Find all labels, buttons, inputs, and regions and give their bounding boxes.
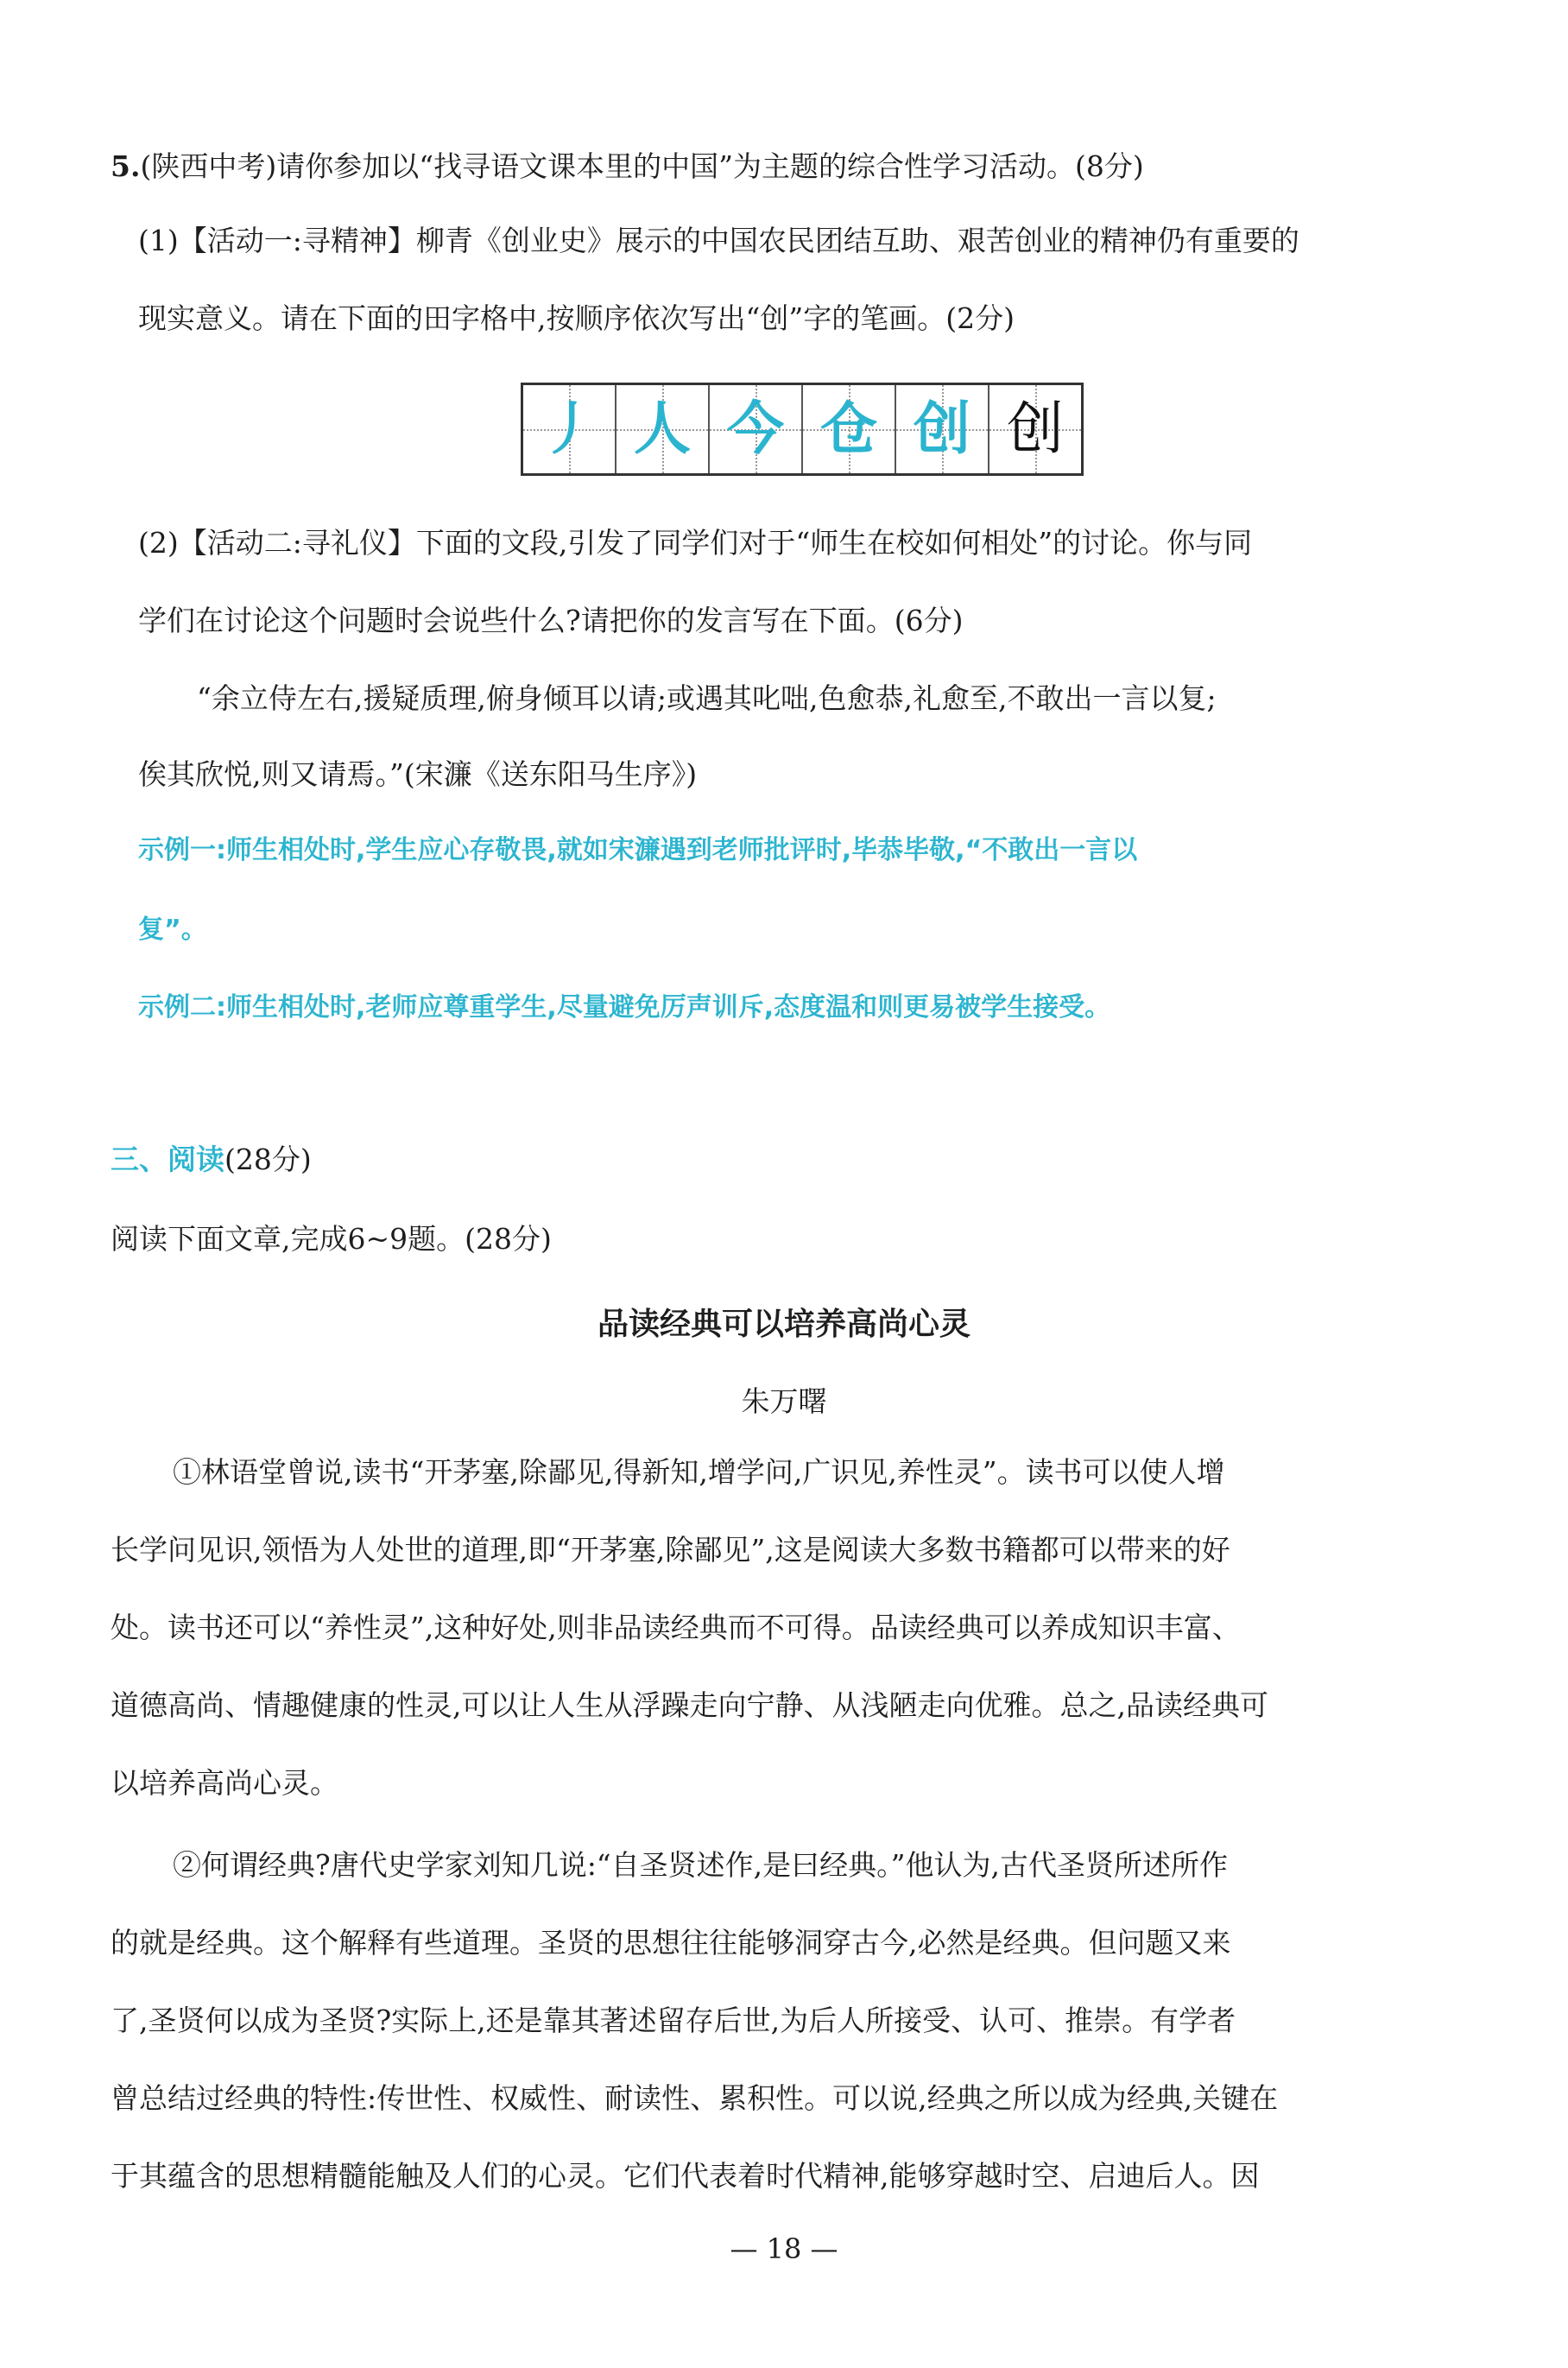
answer-example1-line1: 示例一:师生相处时,学生应心存敬畏,就如宋濂遇到老师批评时,毕恭毕敬,“不敢出一言以 [138,835,1138,865]
section-heading [111,1138,312,1181]
stroke-cell: 今 [710,385,803,473]
article-line: 以培养高尚心灵。 [111,1766,338,1800]
answer-example2: 示例二:师生相处时,老师应尊重学生,尽量避免厉声训斥,态度温和则更易被学生接受。 [138,992,1111,1023]
article-line: 道德高尚、情趣健康的性灵,可以让人生从浮躁走向宁静、从浅陋走向优雅。总之,品读经典可 [111,1688,1268,1722]
stroke-cell-final: 创 [989,385,1081,473]
article-title: 品读经典可以培养高尚心灵 [597,1307,971,1342]
part2-line2: 学们在讨论这个问题时会说些什么?请把你的发言写在下面。(6分) [138,604,964,637]
stroke-grid [521,383,1084,476]
stroke-cell: 仓 [803,385,896,473]
article-line: 了,圣贤何以成为圣贤?实际上,还是靠其著述留存后世,为后人所接受、认可、推崇。有学者 [111,2004,1236,2037]
section-heading-score: (28分) [224,1143,312,1176]
section-heading-label: 三、阅读 [111,1143,224,1176]
article-line: 的就是经典。这个解释有些道理。圣贤的思想往往能够洞穿古今,必然是经典。但问题又来 [111,1926,1231,1960]
page-number: — 18 — [730,2232,838,2265]
part1-line1: (1)【活动一:寻精神】柳青《创业史》展示的中国农民团结互助、艰苦创业的精神仍有重要的 [138,224,1299,257]
article-line: 曾总结过经典的特性:传世性、权威性、耐读性、累积性。可以说,经典之所以成为经典,关键在 [111,2081,1279,2115]
stroke-cell: 人 [616,385,710,473]
part1-line2: 现实意义。请在下面的田字格中,按顺序依次写出“创”字的笔画。(2分) [138,301,1015,335]
part2-line1: (2)【活动二:寻礼仪】下面的文段,引发了同学们对于“师生在校如何相处”的讨论。你与同 [138,526,1253,560]
article-line: 处。读书还可以“养性灵”,这种好处,则非品读经典而不可得。品读经典可以养成知识丰富、 [111,1611,1241,1644]
answer-example1-line2: 复”。 [138,915,207,945]
article-line: 于其蕴含的思想精髓能触及人们的心灵。它们代表着时代精神,能够穿越时空、启迪后人。因 [111,2159,1260,2193]
reading-instruction: 阅读下面文章,完成6~9题。(28分) [111,1222,552,1256]
quote-line1: “余立侍左右,援疑质理,俯身倾耳以请;或遇其叱咄,色愈恭,礼愈至,不敢出一言以复; [197,681,1217,715]
question-number: 5. [111,149,141,183]
article-line: ②何谓经典?唐代史学家刘知几说:“自圣贤述作,是曰经典。”他认为,古代圣贤所述所作 [173,1848,1229,1882]
stroke-cell: 创 [896,385,989,473]
article-author: 朱万曙 [741,1384,827,1418]
quote-line2: 俟其欣悦,则又请焉。”(宋濂《送东阳马生序》) [138,757,698,791]
question-stem: (陕西中考)请你参加以“找寻语文课本里的中国”为主题的综合性学习活动。(8分) [140,149,1144,183]
article-line: 长学问见识,领悟为人处世的道理,即“开茅塞,除鄙见”,这是阅读大多数书籍都可以带来的好 [111,1533,1230,1567]
stroke-cell: 丿 [523,385,616,473]
article-line: ①林语堂曾说,读书“开茅塞,除鄙见,得新知,增学问,广识见,养性灵”。读书可以使人增 [173,1455,1225,1489]
